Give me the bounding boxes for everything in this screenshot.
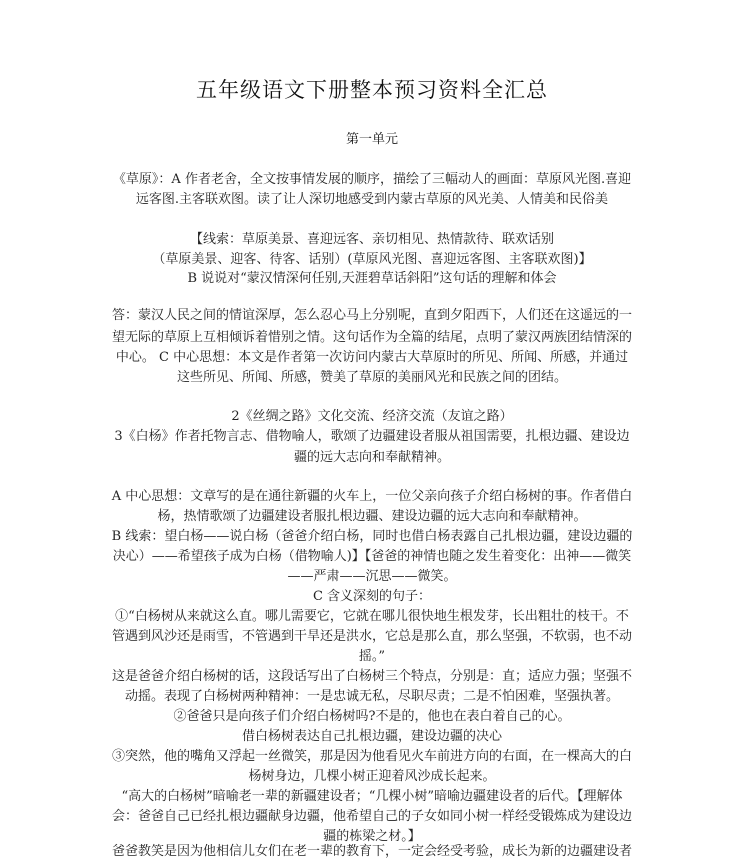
unit-heading: 第一单元 — [345, 132, 398, 147]
text-line: 管遇到风沙还是雨雪，不管遇到干旱还是洪水，它总是那么直，那么坚强，不软弱，也不动 — [111, 629, 632, 644]
text-line: 决心）——希望孩子成为白杨（借物喻人)】【爸爸的神情也随之发生着变化：出神——微笑 — [112, 549, 632, 564]
text-line: B 线索：望白杨——说白杨（爸爸介绍白杨，同时也借白杨表露自己扎根边疆，建设边疆的 — [111, 529, 633, 544]
text-line: 杨树身边，几棵小树正迎着风沙成长起来。 — [248, 769, 496, 784]
text-line: 疆的远大志向和奉献精神。 — [293, 450, 450, 465]
text-line: 借白杨树表达自己扎根边疆，建设边疆的决心 — [241, 729, 502, 744]
text-line: 2《丝绸之路》文化交流、经济交流（友谊之路） — [231, 409, 513, 424]
text-line: 《草原》：A 作者老舍，全文按事情发展的顺序，描绘了三幅动人的画面：草原风光图.喜迎 — [112, 172, 632, 187]
text-line: 杨，热情歌颂了边疆建设者服扎根边疆、建设边疆的远大志向和奉献精神。 — [157, 509, 587, 524]
text-line: 远客图.主客联欢图。读了让人深切地感受到内蒙古草原的风光美、人情美和民俗美 — [135, 192, 609, 207]
text-line: ①“白杨树从来就这么直。哪儿需要它，它就在哪儿很快地生根发芽，长出粗壮的枝干。不 — [115, 609, 629, 624]
text-line: ——严肃——沉思——微笑。 — [287, 569, 457, 584]
text-line: 动摇。表现了白杨树两种精神：一是忠诚无私，尽职尽责；二是不怕困难，坚强执著。 — [124, 689, 619, 704]
text-line: B 说说对“蒙汉情深何任别,天涯碧草话斜阳”这句话的理解和体会 — [187, 271, 557, 286]
text-line: ②爸爸只是向孩子们介绍白杨树吗?不是的，他也在表白着自己的心。 — [173, 709, 571, 724]
text-line: 摇。” — [358, 649, 386, 664]
text-line: 这是爸爸介绍白杨树的话，这段话写出了白杨树三个特点，分别是：直；适应力强；坚强不 — [111, 669, 632, 684]
text-line: 疆的栋梁之材。】 — [323, 829, 421, 844]
text-line: 中心。 C 中心思想：本文是作者第一次访问内蒙古大草原时的所见、所闻、所感，并通过 — [115, 350, 629, 365]
text-line: 这些所见、所闻、所感，赞美了草原的美丽风光和民族之间的团结。 — [176, 370, 567, 385]
text-line: 望无际的草原上互相倾诉着惜别之情。这句话作为全篇的结尾，点明了蒙汉两族团结情深的 — [111, 330, 632, 345]
text-line: C 含义深刻的句子： — [312, 589, 432, 604]
document-title: 五年级语文下册整本预习资料全汇总 — [196, 78, 548, 102]
text-line: “高大的白杨树”暗喻老一辈的新疆建设者；“几棵小树”暗喻边疆建设者的后代。【理解体 — [121, 789, 623, 804]
text-line: A 中心思想：文章写的是在通往新疆的火车上，一位父亲向孩子介绍白杨树的事。作者借白 — [111, 489, 633, 504]
text-line: ③突然，他的嘴角又浮起一丝微笑，那是因为他看见火车前进方向的右面，在一棵高大的白 — [111, 749, 632, 764]
text-line: 会：爸爸自己已经扎根边疆献身边疆，他希望自己的子女如同小树一样经受锻炼成为建设边 — [111, 809, 632, 824]
text-line: 3《白杨》作者托物言志、借物喻人，歌颂了边疆建设者服从祖国需要，扎根边疆、建设边 — [114, 429, 630, 444]
text-line: 爸爸教笑是因为他相信儿女们在老一辈的教育下，一定会经受考验，成长为新的边疆建设者 — [111, 844, 632, 859]
text-line: 答：蒙汉人民之间的情谊深厚，怎么忍心马上分别呢，直到夕阳西下，人们还在这遥远的一 — [111, 308, 632, 323]
text-line: （草原美景、迎客、待客、话别）(草原风光图、喜迎远客图、主客联欢图)】 — [152, 252, 592, 267]
text-line: 【线索：草原美景、喜迎远客、亲切相见、热情款待、联欢话别 — [189, 232, 554, 247]
